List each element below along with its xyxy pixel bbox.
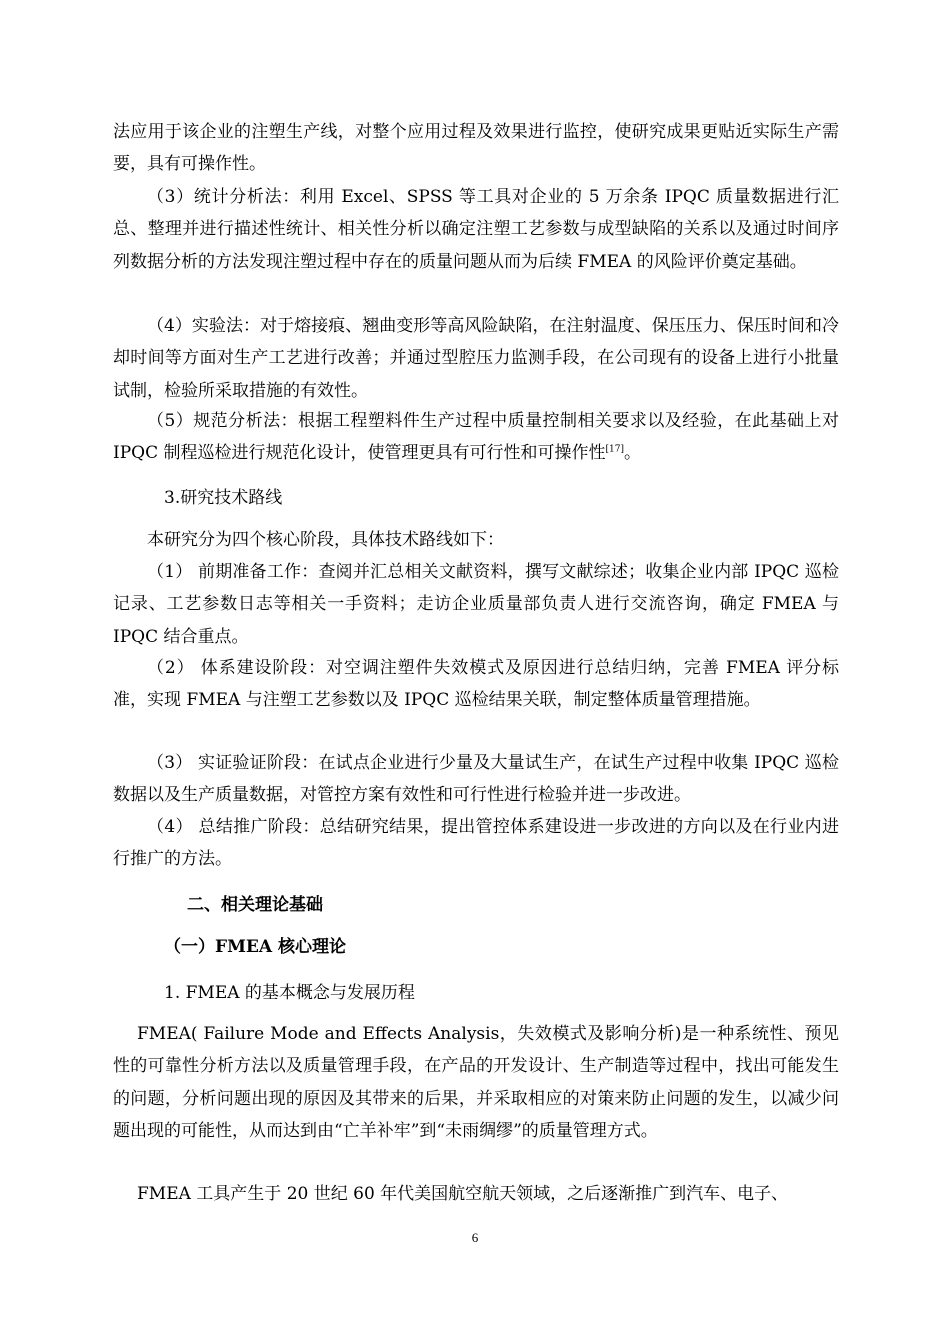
paragraph-method-experiment: （4）实验法：对于熔接痕、翘曲变形等高风险缺陷，在注射温度、保压压力、保压时间和冷却时间等方面对生产工艺进行改善；并通过型腔压力监测手段，在公司现有的设备上进行小批量试制，检验所采取措施的有效性。 xyxy=(113,316,839,401)
paragraph-stage-system-building: （2） 体系建设阶段：对空调注塑件失效模式及原因进行总结归纳，完善 FMEA 评分标准，实现 FMEA 与注塑工艺参数以及 IPQC 巡检结果关联，制定整体质量管理措施。 xyxy=(113,658,839,711)
paragraph-stage-preparation: （1） 前期准备工作：查阅并汇总相关文献资料，撰写文献综述；收集企业内部 IPQC 巡检记录、工艺参数日志等相关一手资料；走访企业质量部负责人进行交流咨询，确定 FMEA 与 IPQC 结合重点。 xyxy=(113,562,839,647)
section-heading-fmea-core-theory: （一）FMEA 核心理论 xyxy=(164,937,346,957)
paragraph-route-intro: 本研究分为四个核心阶段，具体技术路线如下： xyxy=(147,530,504,550)
paragraph-fmea-definition: FMEA( Failure Mode and Effects Analysis，失效模式及影响分析)是一种系统性、预见性的可靠性分析方法以及质量管理手段，在产品的开发设计、生产制造等过程中，找出可能发生的问题，分析问题出现的原因及其带来的后果，并采取相应的对策来防止问题的发生，以减少问题出现的可能性，从而达到由“亡羊补牢”到“未雨绸缪”的质量管理方式。 xyxy=(113,1024,839,1142)
citation-reference: [17] xyxy=(605,444,624,455)
chapter-heading-theoretical-basis: 二、相关理论基础 xyxy=(187,895,323,915)
normative-analysis-text: （5）规范分析法：根据工程塑料件生产过程中质量控制相关要求以及经验，在此基础上对 IPQC 制程巡检进行规范化设计，使管理更具有可行性和可操作性 xyxy=(113,411,839,464)
page-number: 6 xyxy=(471,1230,479,1245)
paragraph-stage-empirical-verification: （3） 实证验证阶段：在试点企业进行少量及大量试生产，在试生产过程中收集 IPQC 巡检数据以及生产质量数据，对管控方案有效性和可行性进行检验并进一步改进。 xyxy=(113,753,839,806)
paragraph-intro-continuation: 法应用于该企业的注塑生产线，对整个应用过程及效果进行监控，使研究成果更贴近实际生产需要，具有可操作性。 xyxy=(113,122,839,175)
paragraph-stage-summary-promotion: （4） 总结推广阶段：总结研究结果，提出管控体系建设进一步改进的方向以及在行业内进行推广的方法。 xyxy=(113,817,839,870)
paragraph-method-statistical-analysis: （3）统计分析法：利用 Excel、SPSS 等工具对企业的 5 万余条 IPQC 质量数据进行汇总、整理并进行描述性统计、相关性分析以确定注塑工艺参数与成型缺陷的关系以及通过时间序列数据分析的方法发现注塑过程中存在的质量问题从而为后续 FMEA 的风险评价奠定基础。 xyxy=(113,187,839,272)
paragraph-method-normative-analysis xyxy=(113,405,839,470)
section-heading-technical-route: 3.研究技术路线 xyxy=(164,488,283,508)
subsection-heading-fmea-concept: 1. FMEA 的基本概念与发展历程 xyxy=(164,983,415,1003)
normative-analysis-end: 。 xyxy=(624,443,641,464)
paragraph-fmea-history: FMEA 工具产生于 20 世纪 60 年代美国航空航天领域，之后逐渐推广到汽车、电子、 xyxy=(137,1184,789,1204)
